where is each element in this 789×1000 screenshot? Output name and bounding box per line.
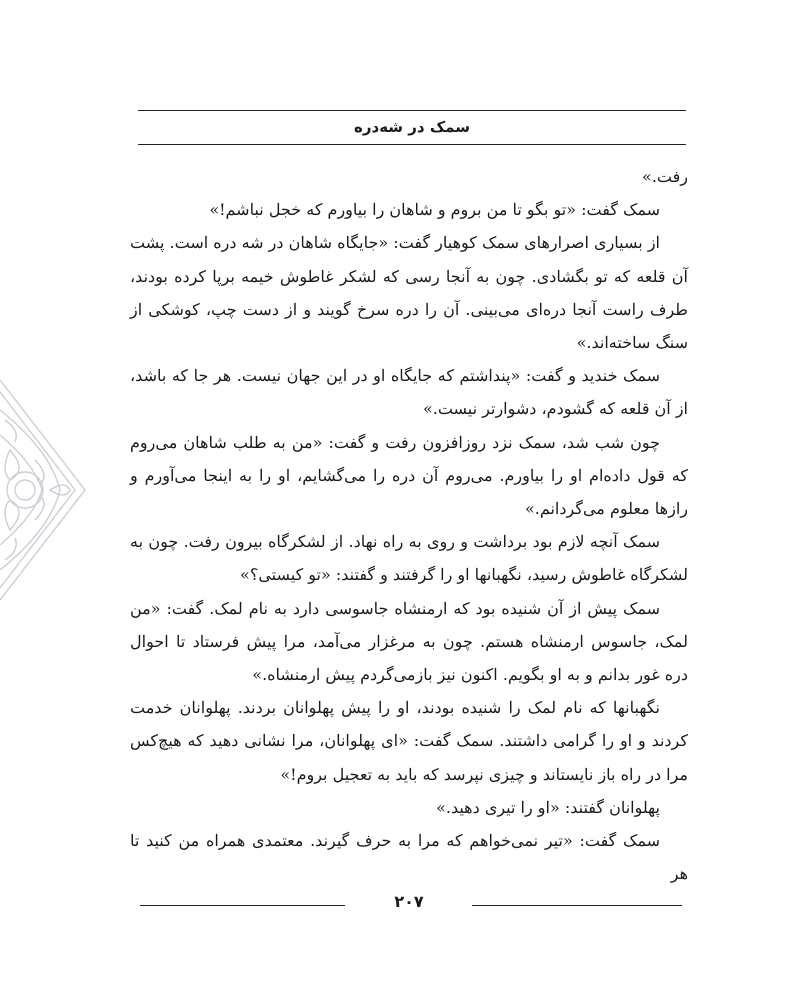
- arabesque-ornament-icon: [0, 380, 90, 600]
- paragraph: از بسیاری اصرارهای سمک کوهیار گفت: «جایگاه شاهان در شه دره است. پشت آن قلعه که تو بگشادی. چون به آنجا رسی که لشکر غاطوش خیمه برپا کرده بودند، طرف راست آنجا دره‌ای می‌بینی. آن را دره سرخ گویند و از دست چپ، کوشکی از سنگ ساخته‌اند.»: [130, 233, 688, 353]
- running-head: سمک در شه‌دره: [354, 118, 470, 136]
- header-rule-top: [138, 110, 686, 111]
- paragraph: رفت.»: [642, 167, 688, 186]
- paragraph: چون شب شد، سمک نزد روزافزون رفت و گفت: «من به طلب شاهان می‌روم که قول داده‌ام او را بیاورم. می‌روم آن دره را می‌گشایم، او را به اینجا می‌آورم و رازها معلوم می‌گردانم.»: [130, 432, 688, 519]
- paragraph: پهلوانان گفتند: «او را تیری دهید.»: [436, 797, 660, 817]
- paragraph: سمک گفت: «تیر نمی‌خواهم که مرا به حرف گیرند. معتمدی همراه من کنید تا هر: [130, 831, 688, 884]
- paragraph: سمک گفت: «تو بگو تا من بروم و شاهان را بیاورم که خجل نباشم!»: [209, 200, 660, 220]
- paragraph: سمک آنچه لازم بود برداشت و روی به راه نهاد. از لشکرگاه بیرون رفت. چون به لشکرگاه غاطوش رسید، نگهبانها او را گرفتند و گفتند: «تو کیستی؟»: [130, 532, 688, 585]
- page-number: ۲۰۷: [394, 892, 424, 911]
- paragraph: سمک پیش از آن شنیده بود که ارمنشاه جاسوسی دارد به نام لمک. گفت: «من لمک، جاسوس ارمنشاه هستم. چون به مرغزار می‌آمد، مرا پیش فرستاد تا احوال دره غور بدانم و به او بگویم. اکنون نیز بازمی‌گردم پیش ارمنشاه.»: [130, 598, 688, 685]
- body-text: [130, 160, 688, 890]
- footer-rule-right: [472, 905, 682, 906]
- header-rule-bottom: [138, 144, 686, 145]
- page-footer: [130, 892, 688, 916]
- paragraph: نگهبانها که نام لمک را شنیده بودند، او را پیش پهلوانان بردند. پهلوانان خدمت کردند و او را گرامی داشتند. سمک گفت: «ای پهلوانان، مرا نشانی دهید که هیچ‌کس مرا در راه باز نایستاند و چیزی نپرسد که باید به تعجیل بروم!»: [130, 698, 688, 784]
- paragraph: سمک خندید و گفت: «پنداشتم که جایگاه او در این جهان نیست. هر جا که باشد، از آن قلعه که گشودم، دشوارتر نیست.»: [130, 366, 688, 419]
